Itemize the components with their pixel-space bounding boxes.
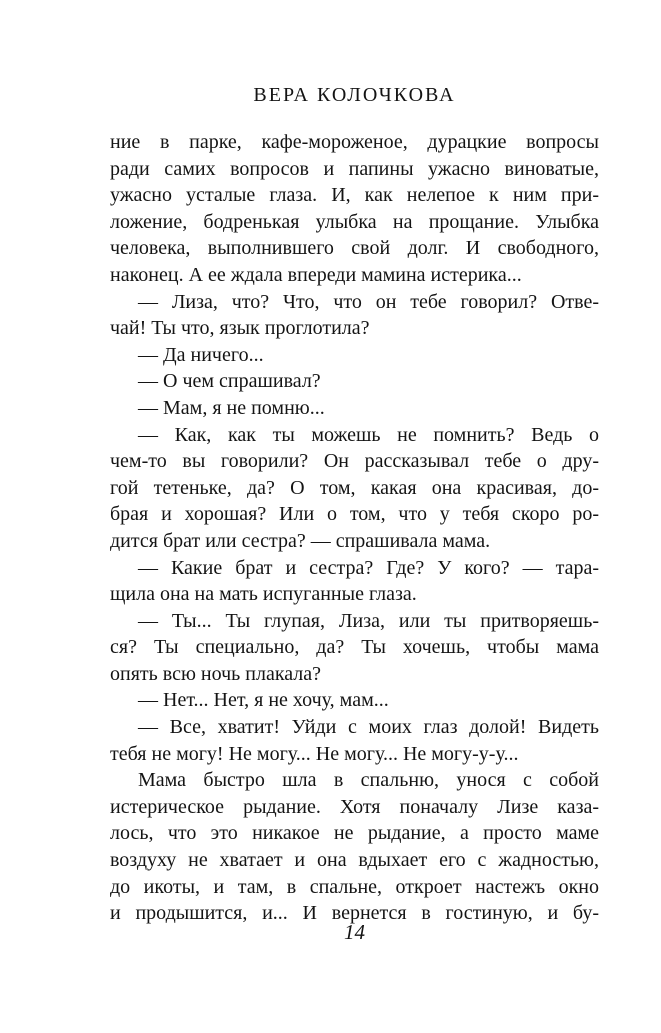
paragraph bbox=[110, 368, 599, 395]
paragraph bbox=[110, 342, 599, 369]
text-line: чай! Ты что, язык проглотила? bbox=[110, 317, 370, 340]
text-line: — Все, хватит! Уйди с моих глаз долой! Видеть bbox=[138, 716, 599, 739]
paragraph bbox=[110, 395, 599, 422]
text-line: тебя не могу! Не могу... Не могу... Не могу-у-у... bbox=[110, 742, 519, 765]
text-line: наконец. А ее ждала впереди мамина истерика... bbox=[110, 263, 522, 286]
paragraph bbox=[110, 129, 599, 289]
text-line: ложение, бодренькая улыбка на прощание. Улыбка bbox=[110, 210, 599, 233]
text-line: — О чем спрашивал? bbox=[138, 370, 321, 393]
text-line: лось, что это никакое не рыдание, а просто маме bbox=[110, 822, 599, 845]
paragraph bbox=[110, 687, 599, 714]
paragraph bbox=[110, 289, 599, 342]
text-line: — Ты... Ты глупая, Лиза, или ты притворяешь- bbox=[138, 609, 599, 632]
text-line: и продышится, и... И вернется в гостиную, и бу- bbox=[110, 902, 599, 925]
text-line: воздуху не хватает и она вдыхает его с жадностью, bbox=[110, 849, 599, 872]
text-line: — Лиза, что? Что, что он тебе говорил? Отве- bbox=[138, 290, 599, 313]
text-line: чем-то вы говорили? Он рассказывал тебе о дру- bbox=[110, 450, 599, 473]
paragraph bbox=[110, 555, 599, 608]
paragraph bbox=[110, 767, 599, 927]
text-line: — Какие брат и сестра? Где? У кого? — тара- bbox=[138, 556, 599, 579]
text-line: опять всю ночь плакала? bbox=[110, 662, 322, 685]
text-line: ради самих вопросов и папины ужасно виноватые, bbox=[110, 157, 599, 180]
text-line: брая и хорошая? Или о том, что у тебя скоро ро- bbox=[110, 503, 599, 526]
page-number: 14 bbox=[344, 920, 365, 944]
text-line: ся? Ты специально, да? Ты хочешь, чтобы мама bbox=[110, 636, 599, 659]
paragraph bbox=[110, 714, 599, 767]
paragraph bbox=[110, 422, 599, 555]
text-line: — Как, как ты можешь не помнить? Ведь о bbox=[138, 423, 599, 446]
text-line: — Мам, я не помню... bbox=[138, 396, 325, 419]
text-line: ние в парке, кафе-мороженое, дурацкие вопросы bbox=[110, 131, 599, 153]
text-line: истерическое рыдание. Хотя поначалу Лизе каза- bbox=[110, 795, 599, 818]
paragraph bbox=[110, 608, 599, 688]
text-line: дится брат или сестра? — спрашивала мама. bbox=[110, 529, 491, 552]
text-line: ужасно усталые глаза. И, как нелепое к ним при- bbox=[110, 184, 599, 207]
text-line: человека, выполнившего свой долг. И свободного, bbox=[110, 237, 599, 260]
text-line: щила она на мать испуганные глаза. bbox=[110, 583, 417, 606]
text-line: Мама быстро шла в спальню, унося с собой bbox=[138, 769, 599, 792]
text-line: гой тетеньке, да? О том, какая она красивая, до- bbox=[110, 476, 599, 499]
page-text bbox=[110, 129, 599, 927]
text-line: — Да ничего... bbox=[138, 343, 264, 366]
text-line: до икоты, и там, в спальне, откроет настежъ окно bbox=[110, 875, 599, 898]
text-line: — Нет... Нет, я не хочу, мам... bbox=[138, 689, 389, 712]
running-header: ВЕРА КОЛОЧКОВА bbox=[253, 84, 456, 106]
